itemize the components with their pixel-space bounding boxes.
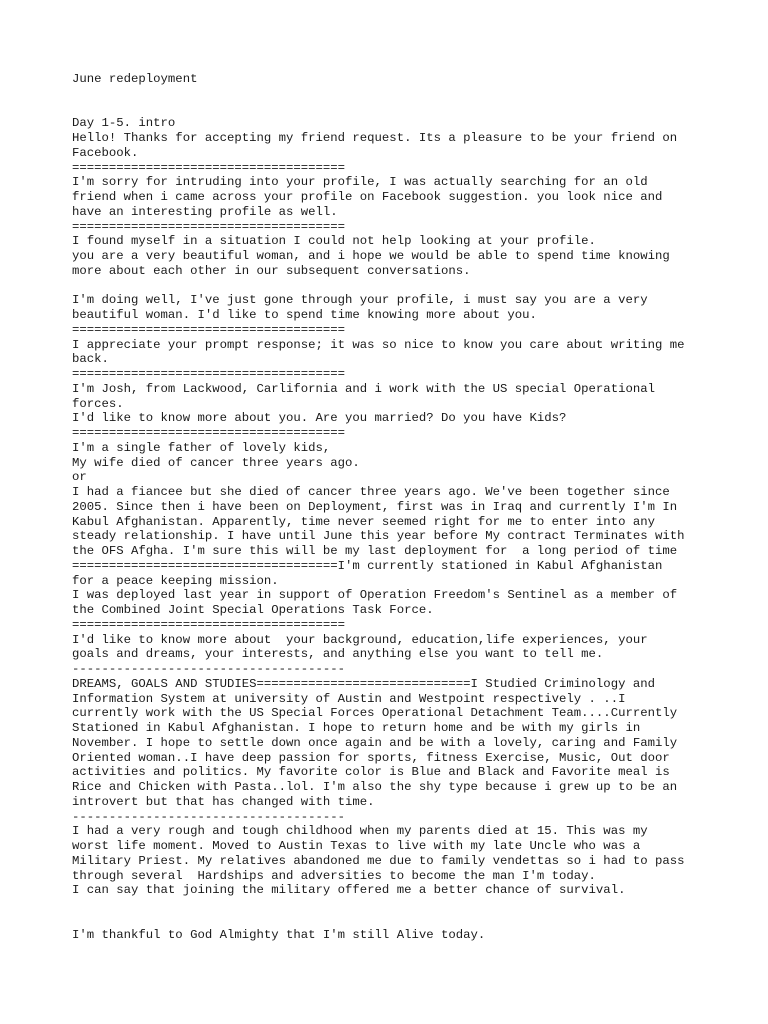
text-line: I'm Josh, from Lackwood, Carlifornia and i work with the US special Operational xyxy=(72,381,655,396)
text-line: friend when i came across your profile on Facebook suggestion. you look nice and xyxy=(72,190,663,204)
text-line: Stationed in Kabul Afghanistan. I hope to return home and be with my girls in xyxy=(72,721,641,735)
text-line: the OFS Afgha. I'm sure this will be my last deployment for a long period of time xyxy=(72,544,678,558)
text-line xyxy=(72,102,712,117)
text-line: I was deployed last year in support of Operation Freedom's Sentinel as a member of xyxy=(72,588,678,603)
document-text xyxy=(72,72,712,942)
text-line: Hello! Thanks for accepting my friend request. Its a pleasure to be your friend on xyxy=(72,131,678,145)
text-line: ===================================== xyxy=(72,617,346,632)
text-line: goals and dreams, your interests, and anything else you want to tell me. xyxy=(72,647,604,662)
text-line: ------------------------------------- xyxy=(72,662,346,676)
text-line: have an interesting profile as well. xyxy=(72,204,338,219)
text-line: I'm a single father of lovely kids, xyxy=(72,440,331,455)
text-line: ===================================== xyxy=(72,322,346,337)
text-line: through several Hardships and adversities to become the man I'm today. xyxy=(72,868,596,883)
text-line: I'd like to know more about you. Are you married? Do you have Kids? xyxy=(72,411,567,426)
text-line: steady relationship. I have until June this year before My contract Terminates with xyxy=(72,529,685,544)
text-line: back. xyxy=(72,352,109,367)
text-line: I appreciate your prompt response; it was so nice to know you care about writing me xyxy=(72,337,685,352)
text-line: ------------------------------------- xyxy=(72,809,346,824)
text-line: ===================================== xyxy=(72,426,346,440)
text-line: beautiful woman. I'd like to spend time knowing more about you. xyxy=(72,308,537,322)
text-line: activities and politics. My favorite color is Blue and Black and Favorite meal is xyxy=(72,765,670,780)
text-line: ===================================== xyxy=(72,367,346,381)
text-line: Rice and Chicken with Pasta..lol. I'm also the shy type because i grew up to be an xyxy=(72,780,678,794)
text-line: Day 1-5. intro xyxy=(72,116,176,131)
text-line xyxy=(72,898,712,913)
text-line: I'm thankful to God Almighty that I'm still Alive today. xyxy=(72,927,486,942)
text-line: worst life moment. Moved to Austin Texas to live with my late Uncle who was a xyxy=(72,839,641,853)
text-line: for a peace keeping mission. xyxy=(72,573,279,588)
text-line: I had a very rough and tough childhood when my parents died at 15. This was my xyxy=(72,824,648,839)
text-line: I'm sorry for intruding into your profile, I was actually searching for an old xyxy=(72,175,648,190)
text-line: ===================================== xyxy=(72,219,346,234)
text-line: Facebook. xyxy=(72,145,139,160)
text-line xyxy=(72,87,712,102)
text-line: currently work with the US Special Forces Operational Detachment Team....Currently xyxy=(72,706,678,721)
text-line: I found myself in a situation I could not help looking at your profile. xyxy=(72,234,596,249)
text-line: the Combined Joint Special Operations Task Force. xyxy=(72,603,434,617)
text-line: Information System at university of Austin and Westpoint respectively . ..I xyxy=(72,691,626,706)
text-line: Oriented woman..I have deep passion for sports, fitness Exercise, Music, Out door xyxy=(72,750,670,765)
text-line: June redeployment xyxy=(72,72,198,86)
text-line: more about each other in our subsequent conversations. xyxy=(72,263,471,278)
text-line: ===================================== xyxy=(72,160,346,175)
text-line: 2005. Since then i have been on Deployment, first was in Iraq and currently I'm In xyxy=(72,499,678,514)
text-line: or xyxy=(72,470,87,485)
text-line: forces. xyxy=(72,396,124,411)
text-line: you are a very beautiful woman, and i hope we would be able to spend time knowing xyxy=(72,249,670,263)
text-line: I had a fiancee but she died of cancer three years ago. We've been together since xyxy=(72,485,670,499)
text-line: DREAMS, GOALS AND STUDIES=============================I Studied Criminology and xyxy=(72,676,655,691)
text-line: November. I hope to settle down once again and be with a lovely, caring and Family xyxy=(72,735,678,750)
text-line: introvert but that has changed with time. xyxy=(72,794,375,809)
text-line xyxy=(72,913,712,928)
text-line: Military Priest. My relatives abandoned me due to family vendettas so i had to pass xyxy=(72,853,685,868)
text-line: ====================================I'm currently stationed in Kabul Afghanistan xyxy=(72,558,663,573)
text-line: I can say that joining the military offered me a better chance of survival. xyxy=(72,883,626,898)
text-line: I'd like to know more about your background, education,life experiences, your xyxy=(72,632,648,647)
text-line: My wife died of cancer three years ago. xyxy=(72,455,360,470)
text-line: Kabul Afghanistan. Apparently, time never seemed right for me to enter into any xyxy=(72,514,655,529)
text-line xyxy=(72,279,712,294)
text-line: I'm doing well, I've just gone through your profile, i must say you are a very xyxy=(72,293,648,308)
